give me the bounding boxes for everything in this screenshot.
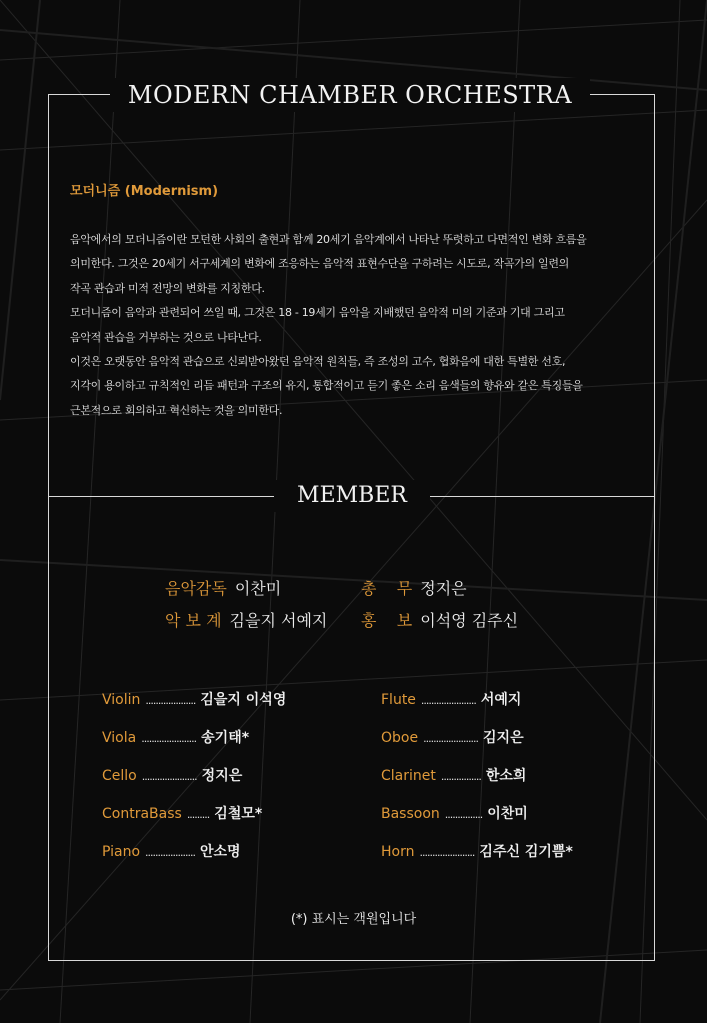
- staff-name: 이석영 김주신: [420, 611, 519, 630]
- instrument-name: ContraBass: [102, 806, 182, 822]
- instrument-row-violin: [102, 689, 286, 709]
- staff-name: 정지은: [420, 579, 467, 598]
- instrument-name: Bassoon: [381, 806, 440, 822]
- staff-librarian: [165, 608, 327, 631]
- leader-dots: ....................: [145, 694, 196, 707]
- leader-dots: ......................: [419, 846, 475, 859]
- description-text: [70, 228, 640, 423]
- description-line: 근본적으로 회의하고 혁신하는 것을 의미한다.: [70, 403, 283, 417]
- leader-dots: ......................: [420, 694, 476, 707]
- instrument-name: Cello: [102, 768, 137, 784]
- description-line: 작곡 관습과 미적 전망의 변화를 지칭한다.: [70, 281, 265, 295]
- leader-dots: ................: [440, 770, 481, 783]
- instrument-name: Violin: [102, 692, 141, 708]
- instrument-name: Viola: [102, 730, 137, 746]
- instrument-row-horn: [381, 841, 573, 861]
- guest-footnote: (*) 표시는 객원입니다: [290, 912, 417, 927]
- staff-pr: [361, 608, 518, 631]
- instrument-players: 안소명: [199, 844, 241, 860]
- description-line: 지각이 용이하고 규칙적인 리듬 패턴과 구조의 유지, 통합적이고 듣기 좋은 소리 음색들의 향유와 같은 특징들을: [70, 379, 583, 393]
- instrument-row-bassoon: [381, 803, 528, 823]
- leader-dots: .........: [186, 808, 210, 821]
- instrument-players: 한소희: [485, 768, 527, 784]
- section-title: 모더니즘 (Modernism): [70, 184, 219, 199]
- content-frame: [48, 94, 655, 961]
- instrument-players: 김을지 이석영: [200, 692, 287, 708]
- staff-name: 김을지 서예지: [229, 611, 328, 630]
- leader-dots: ......................: [141, 770, 197, 783]
- description-line: 음악적 관습을 거부하는 것으로 나타난다.: [70, 330, 262, 344]
- instrument-players: 김주신 김기쁨*: [479, 844, 573, 860]
- instrument-row-cello: [102, 765, 242, 785]
- description-line: 모더니즘이 음악과 관련되어 쓰일 때, 그것은 18 - 19세기 음악을 지배했던 음악적 미의 기준과 기대 그리고: [70, 306, 565, 320]
- staff-name: 이찬미: [234, 579, 282, 598]
- instrument-row-clarinet: [381, 765, 526, 785]
- description-line: 음악에서의 모더니즘이란 모던한 사회의 출현과 함께 20세기 음악계에서 나타난 뚜렷하고 다면적인 변화 흐름을: [70, 233, 587, 246]
- instrument-players: 김철모*: [214, 806, 263, 822]
- instrument-row-piano: [102, 841, 241, 861]
- leader-dots: ......................: [423, 732, 479, 745]
- instrument-players: 송기태*: [201, 730, 250, 746]
- page-title: MODERN CHAMBER ORCHESTRA: [110, 78, 590, 112]
- instrument-players: 김지은: [483, 730, 524, 746]
- instrument-name: Horn: [381, 844, 415, 860]
- instrument-name: Flute: [381, 692, 416, 708]
- instrument-players: 정지은: [201, 768, 243, 784]
- instrument-players: 이찬미: [487, 806, 528, 822]
- description-line: 의미한다. 그것은 20세기 서구세계의 변화에 조응하는 음악적 표현수단을 구하려는 시도로, 작곡가의 일련의: [70, 257, 569, 271]
- description-line: 이것은 오랫동안 음악적 관습으로 신뢰받아왔던 음악적 원칙들, 즉 조성의 고수, 협화음에 대한 특별한 선호,: [70, 355, 566, 369]
- staff-manager: [361, 576, 467, 599]
- member-heading: MEMBER: [274, 480, 430, 512]
- instrument-row-contrabass: [102, 803, 262, 823]
- instrument-name: Oboe: [381, 730, 419, 746]
- staff-label: 홍 보: [361, 611, 413, 630]
- instrument-players: 서예지: [480, 692, 522, 708]
- leader-dots: ....................: [145, 846, 195, 859]
- instrument-name: Piano: [102, 844, 141, 860]
- staff-label: 총 무: [361, 579, 413, 598]
- staff-label: 악 보 계: [165, 611, 222, 630]
- instrument-name: Clarinet: [381, 768, 436, 784]
- staff-director: [165, 576, 281, 599]
- instrument-row-flute: [381, 689, 521, 709]
- leader-dots: ......................: [141, 732, 197, 745]
- staff-label: 음악감독: [165, 579, 227, 598]
- instrument-row-oboe: [381, 727, 524, 747]
- leader-dots: ...............: [444, 808, 483, 821]
- instrument-row-viola: [102, 727, 249, 747]
